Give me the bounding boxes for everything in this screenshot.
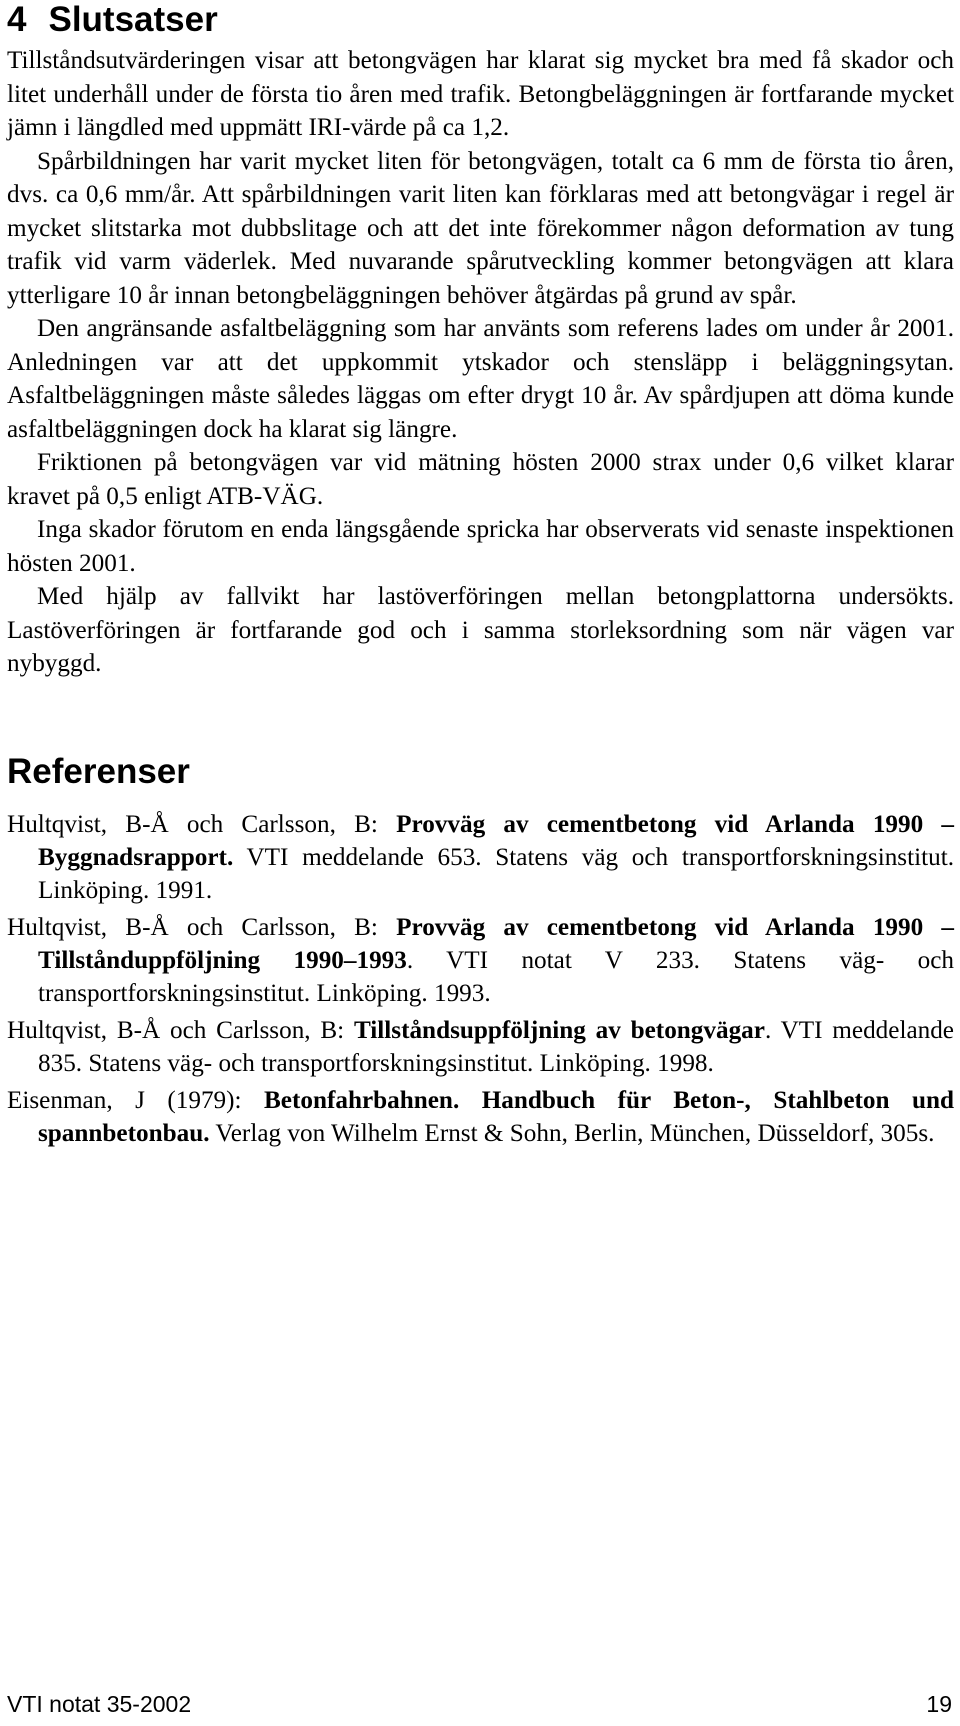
section-number: 4 bbox=[7, 0, 27, 39]
reference-title: Provväg av cementbetong vid Arlanda 1990 – Tillstånduppföljning 1990–1993 bbox=[38, 914, 954, 974]
reference-details: Verlag von Wilhelm Ernst & Sohn, Berlin, München, Düsseldorf, 305s. bbox=[209, 1120, 935, 1147]
section-heading bbox=[7, 0, 218, 40]
references-list bbox=[7, 808, 954, 1154]
references-heading: Referenser bbox=[7, 752, 190, 791]
footer-publication: VTI notat 35-2002 bbox=[7, 1691, 192, 1717]
reference-item bbox=[7, 808, 954, 907]
reference-title: Tillståndsuppföljning av betongvägar bbox=[353, 1017, 765, 1044]
reference-details: . VTI notat V 233. Statens väg- och transportforskningsinstitut. Linköping. 1993. bbox=[38, 947, 954, 1007]
paragraph: Spårbildningen har varit mycket liten för betongvägen, totalt ca 6 mm de första tio åren, dvs. ca 0,6 mm/år. Att spårbildningen varit liten kan förklaras med att betongvägar i regel är mycket slitstarka mot dubbslitage och att det inte förekommer någon deformation av tung trafik vid varm väderlek. Med nuvarande spårutveckling kommer betongvägen att klara ytterligare 10 år innan betongbeläggningen behöver åtgärdas på grund av spår. bbox=[7, 147, 954, 309]
reference-item bbox=[7, 1084, 954, 1150]
conclusions-body bbox=[7, 44, 954, 681]
paragraph: Med hjälp av fallvikt har lastöverföringen mellan betongplattorna undersökts. Lastöverföringen är fortfarande god och i samma storleksordning som när vägen var nybyggd. bbox=[7, 583, 954, 677]
reference-title: Provväg av cementbetong vid Arlanda 1990 – Byggnadsrapport. bbox=[38, 811, 954, 871]
paragraph: Inga skador förutom en enda längsgående spricka har observerats vid senaste inspektionen hösten 2001. bbox=[7, 516, 954, 577]
reference-details: . VTI meddelande 835. Statens väg- och transportforskningsinstitut. Linköping. 1998. bbox=[38, 1017, 954, 1077]
reference-item bbox=[7, 911, 954, 1010]
reference-authors: Eisenman, J (1979): bbox=[7, 1087, 264, 1114]
reference-authors: Hultqvist, B-Å och Carlsson, B: bbox=[7, 1017, 354, 1044]
reference-authors: Hultqvist, B-Å och Carlsson, B: bbox=[7, 914, 397, 941]
section-title: Slutsatser bbox=[48, 0, 218, 39]
reference-authors: Hultqvist, B-Å och Carlsson, B: bbox=[7, 811, 397, 838]
reference-details: VTI meddelande 653. Statens väg och transportforskningsinstitut. Linköping. 1991. bbox=[38, 844, 954, 904]
paragraph: Den angränsande asfaltbeläggning som har använts som referens lades om under år 2001. Anledningen var att det uppkommit ytskador och stensläpp i beläggningsytan. Asfaltbeläggningen måste således läggas om efter drygt 10 år. Av spårdjupen att döma kunde asfaltbeläggningen dock ha klarat sig längre. bbox=[7, 315, 954, 443]
reference-item bbox=[7, 1014, 954, 1080]
page-number: 19 bbox=[926, 1691, 952, 1717]
paragraph: Friktionen på betongvägen var vid mätning hösten 2000 strax under 0,6 vilket klarar kravet på 0,5 enligt ATB-VÄG. bbox=[7, 449, 954, 510]
paragraph: Tillståndsutvärderingen visar att betongvägen har klarat sig mycket bra med få skador och litet underhåll under de första tio åren med trafik. Betongbeläggningen är fortfarande mycket jämn i längdled med uppmätt IRI-värde på ca 1,2. bbox=[7, 47, 954, 141]
reference-title: Betonfahrbahnen. Handbuch für Beton-, Stahlbeton und spannbetonbau. bbox=[38, 1087, 954, 1147]
